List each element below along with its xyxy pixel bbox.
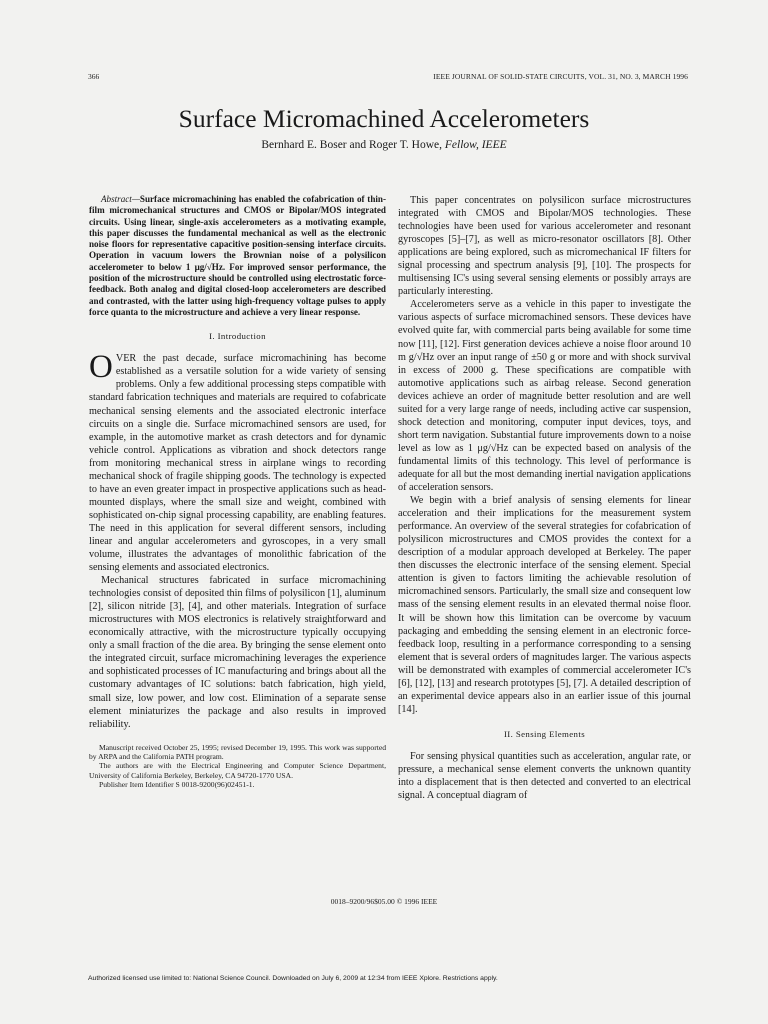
footnote-publisher-id: Publisher Item Identifier S 0018-9200(96)02451-1. bbox=[99, 780, 255, 790]
right-paragraph-1: This paper concentrates on polysilicon surface microstructures integrated with CMOS and Bipolar/MOS technologies. These technologies have been used for various accelerometer and resonant gyroscopes [5]–[7], as well as micro-resonator oscillators [8]. Other applications are being explored, such as micromechanical IF filters for signal processing and spectrum analysis [9], [10]. The prospects for multisensing IC's using several sensing elements or possibly arrays are particularly interesting. bbox=[398, 195, 691, 298]
abstract bbox=[89, 194, 386, 318]
journal-header: IEEE JOURNAL OF SOLID-STATE CIRCUITS, VOL. 31, NO. 3, MARCH 1996 bbox=[433, 72, 688, 81]
copyright-line: 0018–9200/96$05.00 © 1996 IEEE bbox=[330, 897, 438, 906]
intro-paragraph-1-text: VER the past decade, surface micromachining has become established as a versatile solution for a wide variety of sensing problems. Only a few additional processing steps compatible with standard fabrication techniques and materials are required to cofabricate mechanical sensing elements and the associated electronic interface circuits on a single die. Surface micromachined sensors are used, for example, in the automotive market as crash detectors and for dynamic vehicle control. Applications as vibration and shock detectors range from monitoring mechanical stress in airplane wings to recording mechanical shock of fragile shipping goods. The technology is expected to have an even greater impact in prospective applications such as head-mounted displays, where the small size and weight, combined with sophisticated on-chip signal processing capability, are enabling features. The need in this application for several different sensors, including linear and angular accelerometers and gyroscopes, in a very small volume, illustrates the advantages of monolithic fabrication of the sensing elements and associated electronics. bbox=[89, 353, 386, 574]
author-names: Bernhard E. Boser and Roger T. Howe, bbox=[261, 139, 443, 151]
page-number: 366 bbox=[88, 72, 100, 81]
intro-paragraph-2: Mechanical structures fabricated in surface micromachining technologies consist of deposited thin films of polysilicon [1], aluminum [2], silicon nitride [3], [4], and other materials. Integration of surface microstructures with MOS electronics is relatively straightforward and economically attractive, with the microstructure typically occupying only a small fraction of the die area. By bringing the sense element onto the integrated circuit, surface micromachining leverages the experience and sophisticated processes of IC manufacturing and brings about all the customary advantages of IC solutions: batch fabrication, high yield, small size, low power, and low cost. Elimination of a separate sense element miniaturizes the package and also results in improved reliability. bbox=[89, 575, 386, 730]
intro-paragraph-1 bbox=[89, 349, 386, 574]
right-paragraph-3: We begin with a brief analysis of sensing elements for linear acceleration and their implications for the measurement system performance. An overview of the several strategies for cofabrication of polysilicon microstructures and CMOS provides the context for a description of a modular approach developed at Berkeley. The paper then discusses the electronic interface of the sensing element. Special attention is given to factors limiting the achievable resolution of micromachined sensors. Particularly, the small size and consequent low mass of the sensing element results in an elevated thermal noise floor. It will be shown how this limitation can be overcome by vacuum packaging and embedding the sensing element in an electronic force-feedback loop, resulting in a performance corresponding to a sensing element that is several orders of magnitudes larger. The various aspects will be demonstrated with examples of commercial accelerometer IC's [6], [12], [13] and research prototypes [5], [7]. A detailed description of an experimental device appears also in an earlier issue of this journal [14]. bbox=[398, 495, 691, 715]
paper-title: Surface Micromachined Accelerometers bbox=[178, 104, 590, 133]
footnote bbox=[89, 743, 386, 790]
right-column bbox=[398, 194, 691, 802]
authorized-use-notice: Authorized licensed use limited to: National Science Council. Downloaded on July 6, 2009 at 12:34 from IEEE Xplore. Restrictions apply. bbox=[88, 975, 498, 982]
right-paragraph-4: For sensing physical quantities such as acceleration, angular rate, or pressure, a mechanical sense element converts the unknown quantity into a displacement that is then detected and converted to an electrical signal. A conceptual diagram of bbox=[398, 750, 691, 802]
section-heading-introduction: I. Introduction bbox=[209, 331, 266, 342]
author-line bbox=[0, 139, 768, 151]
author-honor: Fellow, IEEE bbox=[444, 139, 507, 151]
footnote-manuscript: Manuscript received October 25, 1995; revised December 19, 1995. This work was supported by ARPA and the California PATH program. bbox=[89, 742, 386, 762]
drop-cap: O bbox=[89, 349, 113, 386]
section-heading-sensing-elements: II. Sensing Elements bbox=[503, 728, 586, 739]
abstract-text: Surface micromachining has enabled the cofabrication of thin-film micromechanical structures and CMOS or Bipolar/MOS integrated circuits. Using linear, single-axis accelerometers as a motivating example, this paper discusses the fundamental mechanical as well as the electronic noise floors for representative capacitive position-sensing interface circuits. Operation in vacuum lowers the Brownian noise of a polysilicon accelerometer to below 1 μg/√Hz. For improved sensor performance, the position of the microstructure should be controlled using electrostatic force-feedback. Both analog and digital closed-loop accelerometers are described and contrasted, with the latter using high-frequency voltage pulses to apply force quanta to the microstructure and achieve a very linear response. bbox=[89, 194, 386, 317]
left-column bbox=[89, 194, 386, 790]
right-paragraph-2: Accelerometers serve as a vehicle in this paper to investigate the various aspects of surface micromachined sensors. These devices have evolved quite far, with commercial parts being available for some time now [11], [12]. First generation devices achieve a noise floor around 10 m g/√Hz over an input range of ±50 g or more and with shock survival in excess of 2000 g. These specifications are compatible with automotive applications such as airbag release. Second generation devices achieve an order of magnitude better resolution and are well suited for a very large range of needs, including active car suspension, shock detection and monitoring, computer input devices, toys, and short term navigation. Substantial future improvements down to a noise level as low as 1 μg/√Hz can be expected based on analysis of the fundamental limits of this technology. This level of performance is adequate for all but the most demanding inertial navigation applications of acceleration sensors. bbox=[398, 299, 691, 494]
abstract-lead: Abstract— bbox=[101, 194, 140, 204]
footnote-affiliation: The authors are with the Electrical Engineering and Computer Science Department, University of California Berkeley, Berkeley, CA 94720-1770 USA. bbox=[89, 761, 386, 780]
